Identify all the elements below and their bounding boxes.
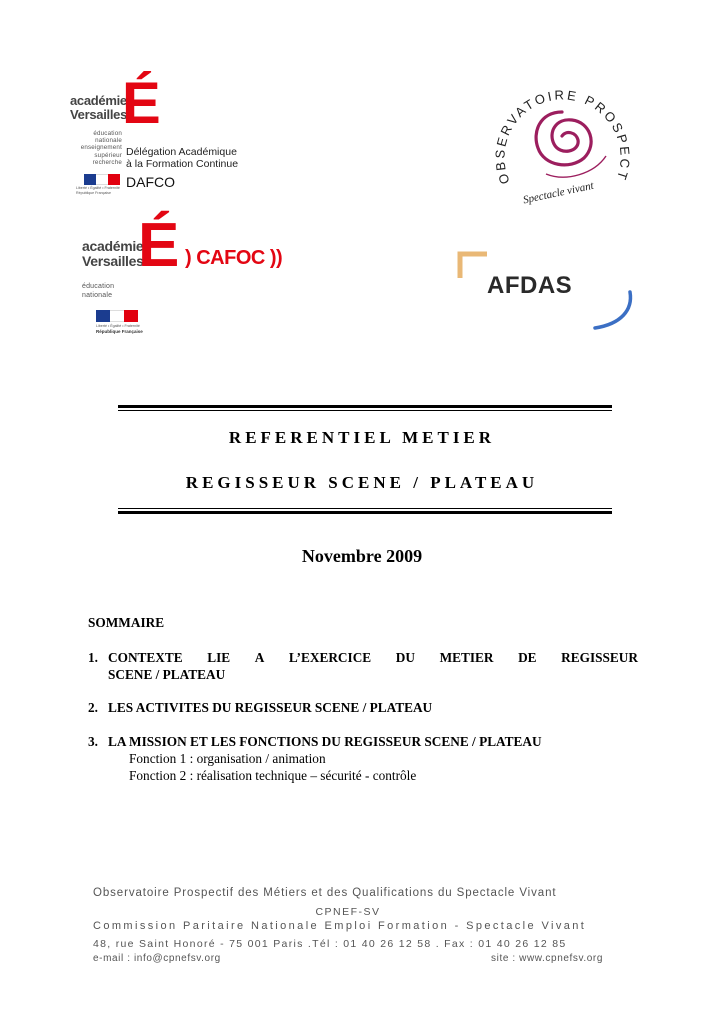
summary-item-number: 2. [88, 700, 98, 715]
ministry-lines: éducation nationale enseignement supérieur recherche [80, 130, 122, 166]
delegation-text: Délégation Académique à la Formation Continue [126, 146, 239, 170]
summary-item-text: LES ACTIVITES DU REGISSEUR SCENE / PLATEAU [108, 700, 433, 715]
versailles-word: Versailles [82, 253, 144, 269]
rf-name: République Française [76, 191, 111, 195]
footer-commission: Commission Paritaire Nationale Emploi Formation - Spectacle Vivant [93, 920, 587, 932]
observatoire-subtitle: Spectacle vivant [522, 179, 595, 207]
footer-site: site : www.cpnefsv.org [491, 953, 603, 964]
afdas-logo [455, 248, 640, 333]
observatoire-ring-text: OBSERVATOIRE PROSPECT [492, 87, 633, 187]
academie-dafco-logo [70, 71, 255, 198]
academie-e-letter: É [122, 71, 161, 136]
title-top-rule-thin [118, 410, 612, 411]
versailles-word: Versailles [70, 107, 127, 122]
republique-francaise-flag [96, 310, 138, 322]
rf-tagline: Liberté • Égalité • Fraternité [76, 186, 120, 190]
rf-name: République Française [96, 329, 143, 334]
summary-heading: SOMMAIRE [88, 615, 165, 630]
svg-text:OBSERVATOIRE PROSPECTIF [488, 70, 633, 186]
summary-item-1 [88, 649, 638, 683]
observatoire-emblem [488, 70, 636, 210]
title-bottom-rule [118, 511, 612, 514]
summary-subitem-1: Fonction 1 : organisation / animation [129, 751, 326, 766]
footer-address: 48, rue Saint Honoré - 75 001 Paris .Tél : 01 40 26 12 58 . Fax : 01 40 26 12 85 [93, 938, 567, 950]
academie-word: académie [82, 238, 144, 254]
summary-item-3 [88, 733, 638, 750]
footer-email: e-mail : info@cpnefsv.org [93, 953, 221, 964]
summary-item-number: 3. [88, 734, 98, 749]
ministry-lines: éducation nationale [82, 283, 115, 299]
title-bottom-rule-thin [118, 508, 612, 509]
summary-item-text-continued: SCENE / PLATEAU [108, 667, 226, 682]
rf-tagline: Liberté • Égalité • Fraternité [96, 324, 140, 328]
academie-word: académie [70, 93, 127, 108]
summary-item-text: CONTEXTE LIE A L’EXERCICE DU METIER DE REGISSEUR [108, 650, 638, 665]
summary-item-number: 1. [88, 650, 98, 665]
observatoire-logo [488, 70, 636, 210]
summary-subitem-2: Fonction 2 : réalisation technique – sécurité - contrôle [129, 768, 417, 783]
afdas-name: AFDAS [487, 272, 573, 299]
footer-observatoire: Observatoire Prospectif des Métiers et des Qualifications du Spectacle Vivant [93, 887, 557, 899]
title-top-rule [118, 405, 612, 408]
dafco-label: DAFCO [126, 174, 175, 190]
republique-francaise-flag [84, 174, 120, 185]
document-title: REFERENTIEL METIER [228, 428, 496, 447]
document-date: Novembre 2009 [301, 546, 423, 566]
cafoc-label: ) CAFOC )) [185, 247, 283, 269]
document-subtitle: REGISSEUR SCENE / PLATEAU [185, 473, 539, 492]
academie-cafoc-logo [82, 211, 292, 343]
academie-e-letter: É [138, 211, 180, 280]
footer-cpnef: CPNEF-SV [315, 906, 381, 918]
summary-item-2 [88, 699, 638, 716]
summary-item-text: LA MISSION ET LES FONCTIONS DU REGISSEUR SCENE / PLATEAU [108, 734, 542, 749]
